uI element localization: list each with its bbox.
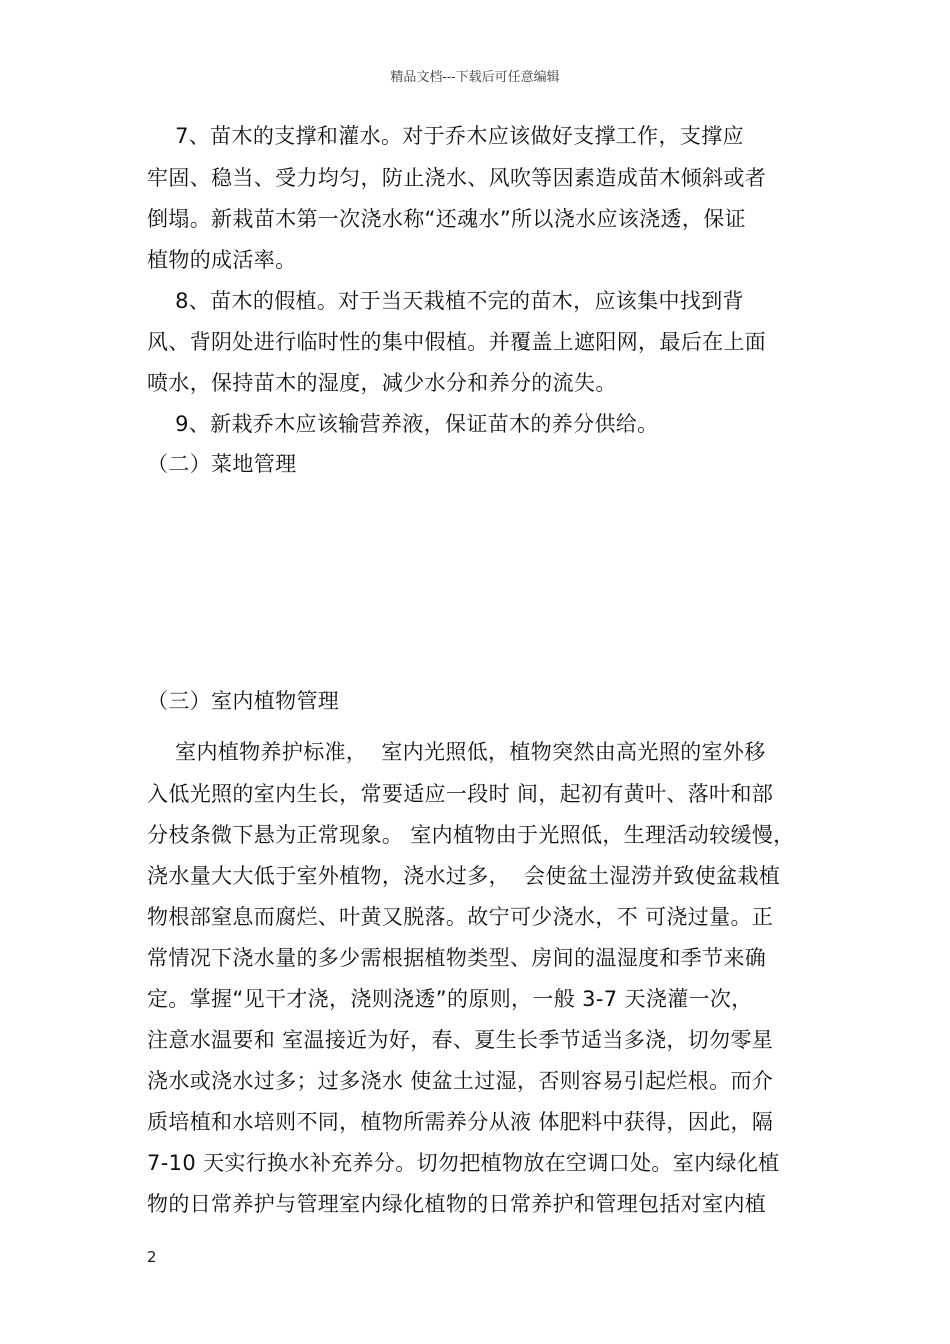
body-text-line: 牢固、稳当、受力均匀，防止浇水、风吹等因素造成苗木倾斜或者 xyxy=(147,166,767,190)
body-text-line: 风、背阴处进行临时性的集中假植。并覆盖上遮阳网，最后在上面 xyxy=(147,330,767,354)
body-text-line: 7、苗木的支撑和灌水。对于乔木应该做好支撑工作，支撑应 xyxy=(147,124,744,148)
section-heading-indoor-plants: （三）室内植物管理 xyxy=(147,689,340,713)
body-text-line: 物的日常养护与管理室内绿化植物的日常养护和管理包括对室内植 xyxy=(147,1192,767,1216)
body-text-line: 常情况下浇水量的多少需根据植物类型、房间的温湿度和季节来确 xyxy=(147,946,767,970)
body-text-line: 8、苗木的假植。对于当天栽植不完的苗木，应该集中找到背 xyxy=(147,289,744,313)
body-text-line: 物根部窒息而腐烂、叶黄又脱落。故宁可少浇水，不 可浇过量。正 xyxy=(147,905,774,929)
body-text-line: 浇水或浇水过多；过多浇水 使盆土过湿，否则容易引起烂根。而介 xyxy=(147,1069,774,1093)
page-number: 2 xyxy=(147,1248,157,1266)
body-text-line: 定。掌握“见干才浇，浇则浇透”的原则，一般 3-7 天浇灌一次， xyxy=(147,987,753,1011)
body-text-line: 倒塌。新栽苗木第一次浇水称“还魂水”所以浇水应该浇透，保证 xyxy=(147,207,746,231)
body-text-line: 注意水温要和 室温接近为好，春、夏生长季节适当多浇，切勿零星 xyxy=(147,1028,774,1052)
body-text-line: 室内植物养护标准， 室内光照低，植物突然由高光照的室外移 xyxy=(147,740,766,764)
body-text-line: 7-10 天实行换水补充养分。切勿把植物放在空调口处。室内绿化植 xyxy=(147,1151,780,1175)
page-header: 精品文档---下载后可任意编辑 xyxy=(390,70,560,85)
body-text-line: 质培植和水培则不同，植物所需养分从液 体肥料中获得，因此，隔 xyxy=(147,1110,774,1134)
body-text-line: 入低光照的室内生长，常要适应一段时 间，起初有黄叶、落叶和部 xyxy=(147,782,774,806)
body-text-line: 浇水量大大低于室外植物，浇水过多， 会使盆土湿涝并致使盆栽植 xyxy=(147,864,781,888)
body-text-line: 分枝条微下悬为正常现象。 室内植物由于光照低，生理活动较缓慢， xyxy=(147,823,795,847)
body-text-line: 植物的成活率。 xyxy=(147,248,297,272)
body-text-line: 喷水，保持苗木的湿度，减少水分和养分的流失。 xyxy=(147,371,617,395)
section-heading-vegetable-garden: （二）菜地管理 xyxy=(147,452,297,476)
body-text-line: 9、新栽乔木应该输营养液，保证苗木的养分供给。 xyxy=(147,412,659,436)
